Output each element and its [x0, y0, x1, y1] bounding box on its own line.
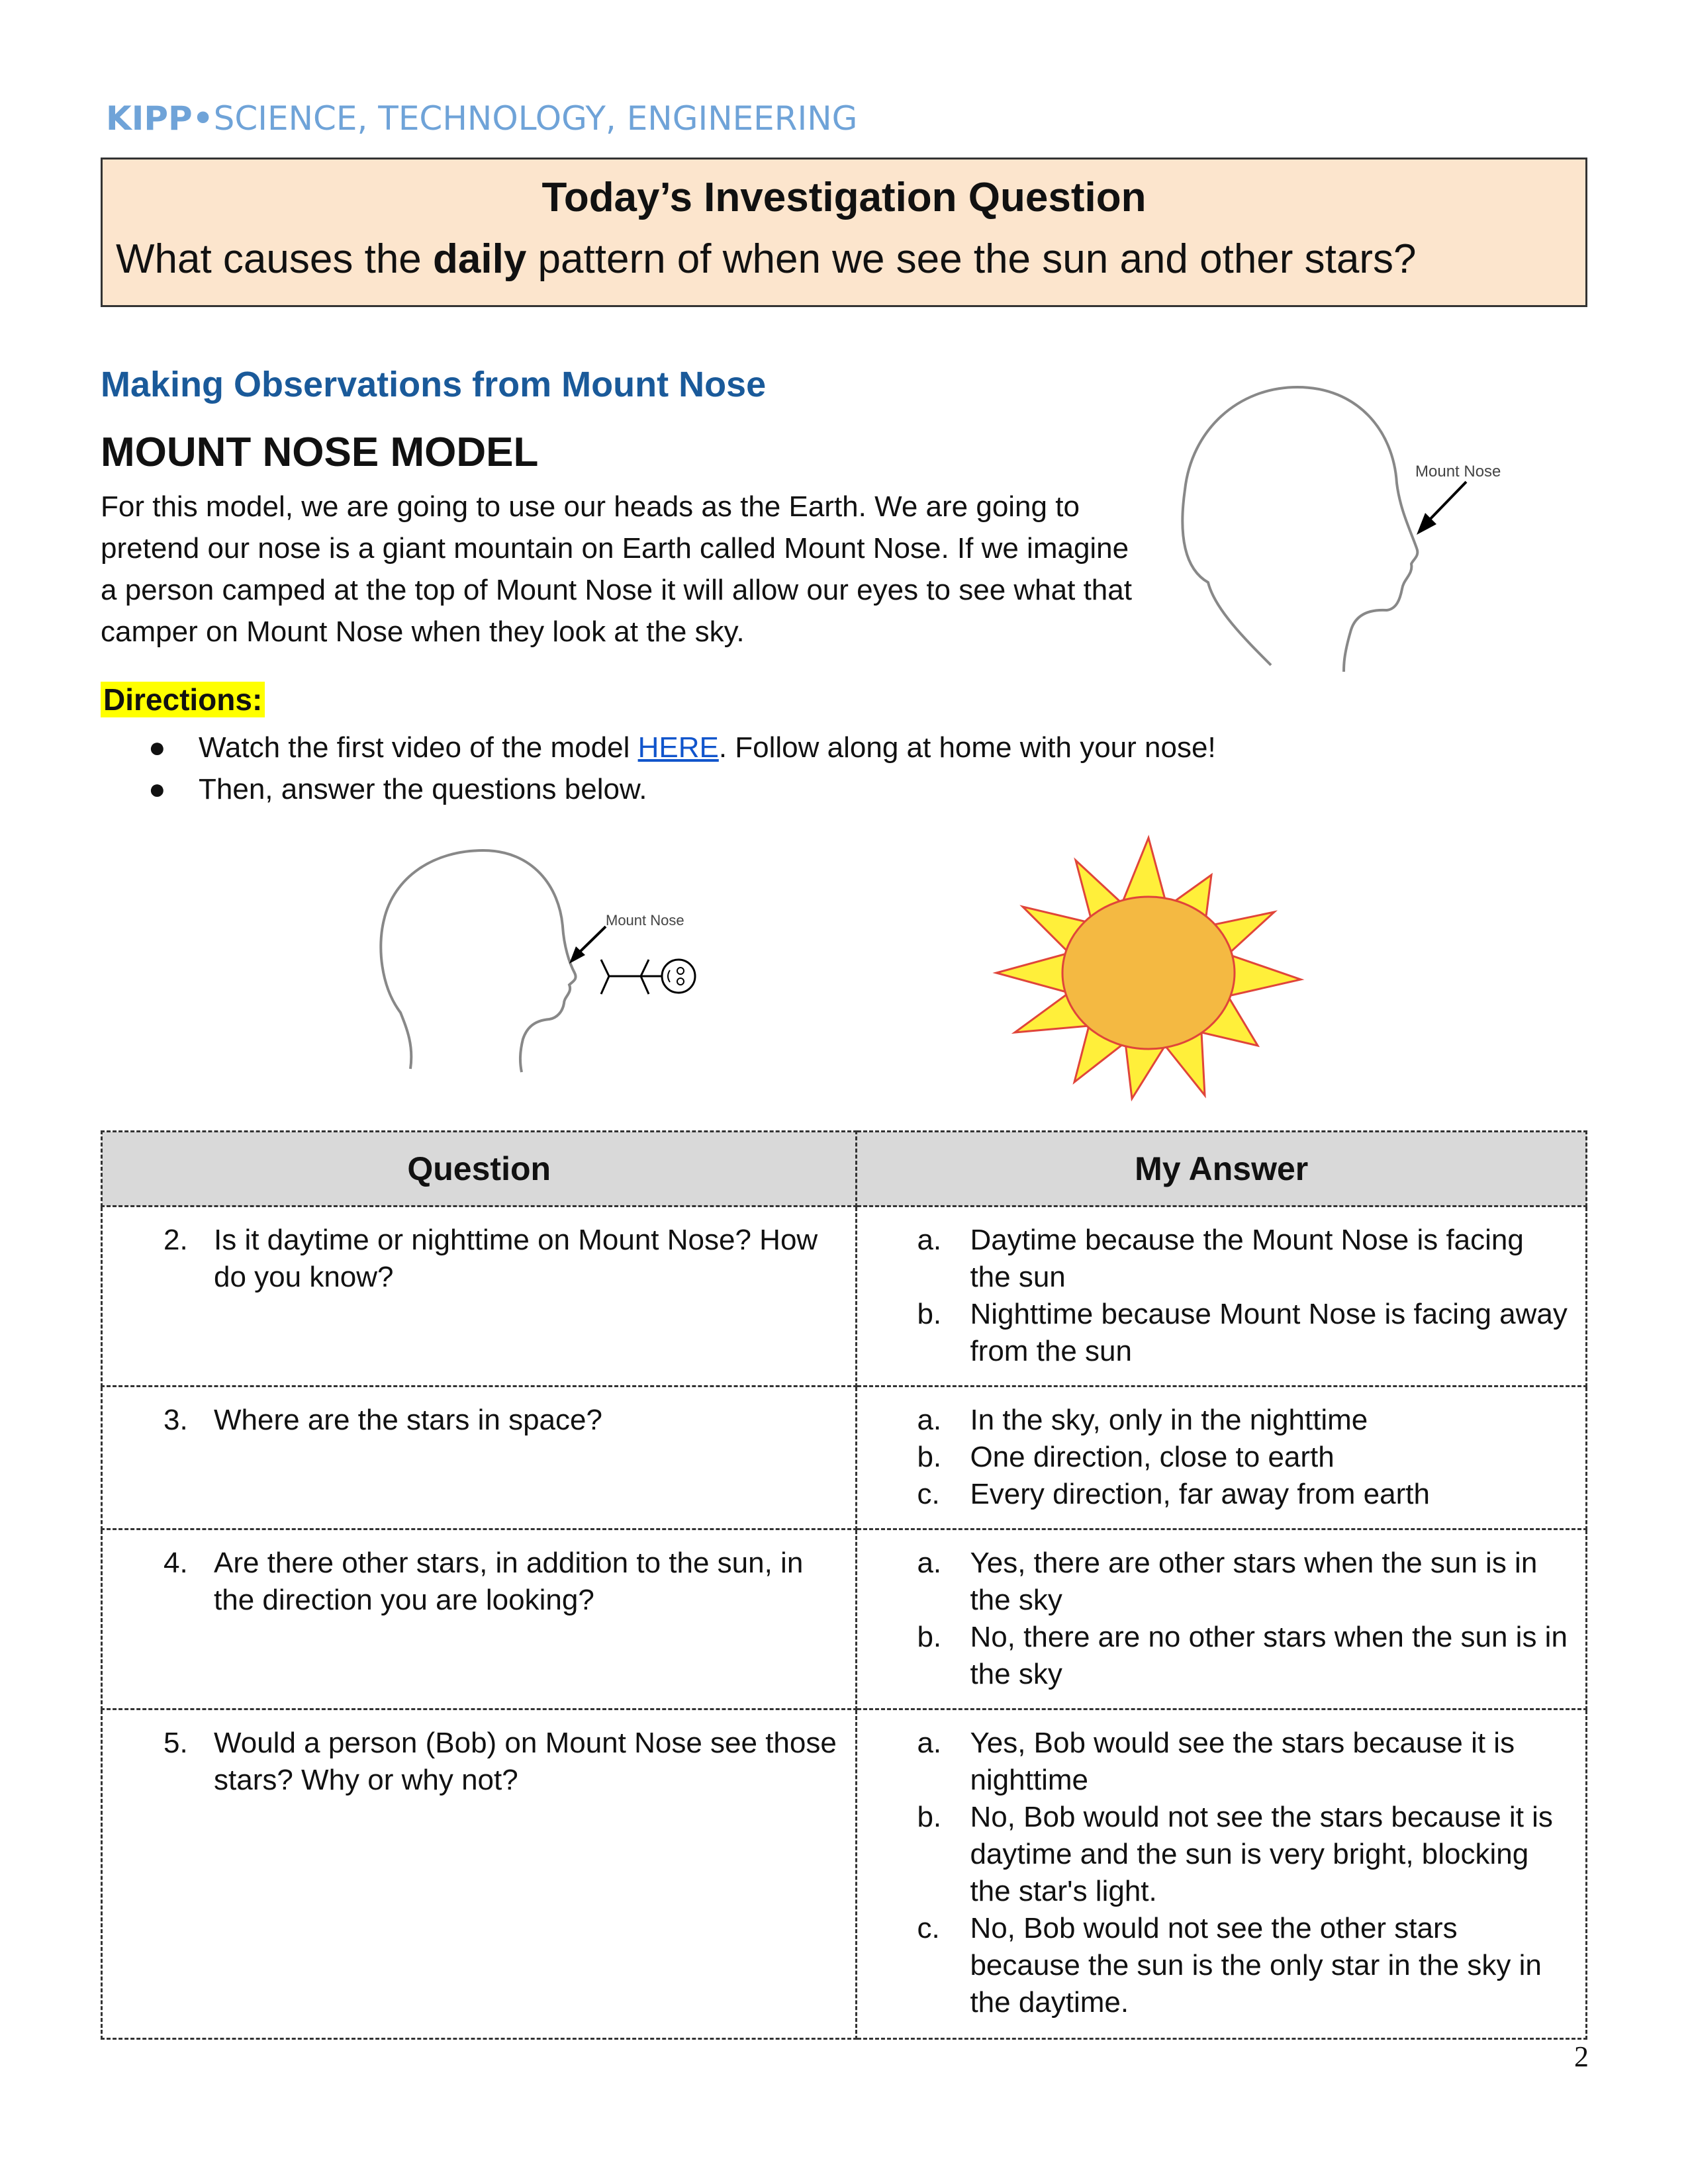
- kipp-subject: SCIENCE, TECHNOLOGY, ENGINEERING: [213, 99, 858, 138]
- option-text: Every direction, far away from earth: [970, 1478, 1430, 1510]
- option-text: Yes, Bob would see the stars because it is nighttime: [970, 1727, 1515, 1796]
- head-with-camper-figure: [371, 841, 741, 1085]
- bullet1-text-pre: Watch the first video of the model: [199, 731, 638, 764]
- question-cell: [102, 1709, 857, 2039]
- bullet1-text-post: . Follow along at home with your nose!: [718, 731, 1216, 764]
- answer-option[interactable]: [857, 1439, 1572, 1476]
- arrow-line-2: [577, 927, 606, 954]
- sun-icon: [990, 834, 1307, 1105]
- question-number: 3.: [164, 1404, 188, 1436]
- directions-list: [101, 727, 1216, 810]
- kipp-dots: •: [192, 99, 214, 138]
- answer-cell[interactable]: [857, 1709, 1587, 2039]
- directions-item-1: [101, 727, 1216, 768]
- directions-item-2: [101, 768, 1216, 810]
- question-text: Is it daytime or nighttime on Mount Nose? How do you know?: [214, 1224, 818, 1293]
- stick-figure-eye-1: [677, 968, 684, 974]
- question-cell: [102, 1206, 857, 1387]
- table-header-row: [102, 1132, 1587, 1206]
- answer-option[interactable]: [857, 1476, 1572, 1513]
- investigation-title: Today’s Investigation Question: [541, 175, 1147, 220]
- model-title: MOUNT NOSE MODEL: [101, 430, 539, 475]
- video-link[interactable]: HERE: [637, 731, 719, 764]
- answer-option[interactable]: [857, 1402, 1572, 1439]
- option-letter: b.: [917, 1441, 942, 1473]
- directions-label: Directions:: [101, 682, 265, 717]
- table-row: [102, 1206, 1587, 1387]
- head-outline: [1182, 387, 1417, 672]
- answer-cell[interactable]: [857, 1387, 1587, 1529]
- option-text: No, Bob would not see the stars because it is daytime and the sun is very bright, blocking the star's light.: [970, 1801, 1553, 1907]
- header-question: Question: [102, 1132, 857, 1206]
- option-text: No, Bob would not see the other stars because the sun is the only star in the sky in the daytime.: [970, 1912, 1542, 2019]
- option-text: Daytime because the Mount Nose is facing the sun: [970, 1224, 1524, 1293]
- table-row: [102, 1387, 1587, 1529]
- question-text-pre: What causes the: [116, 236, 434, 282]
- investigation-question-box: [101, 158, 1587, 307]
- question-text-bold: daily: [433, 236, 527, 282]
- figure-label-mid: Mount Nose: [606, 912, 684, 929]
- question-text: Where are the stars in space?: [214, 1404, 602, 1436]
- stick-figure-leg-1: [601, 960, 609, 976]
- stick-figure-leg-2: [601, 976, 609, 994]
- stick-figure-mouth: [668, 970, 670, 982]
- head-profile-figure-top: [1165, 371, 1536, 675]
- option-text: Yes, there are other stars when the sun is in the sky: [970, 1547, 1538, 1616]
- stick-figure-head: [662, 960, 695, 993]
- bullet-icon: ●: [148, 773, 166, 805]
- investigation-question: [116, 236, 1417, 283]
- option-letter: b.: [917, 1298, 942, 1330]
- option-letter: c.: [917, 1478, 940, 1510]
- question-text-post: pattern of when we see the sun and other stars?: [526, 236, 1417, 282]
- option-letter: b.: [917, 1801, 942, 1833]
- question-number: 4.: [164, 1547, 188, 1579]
- option-letter: a.: [917, 1224, 942, 1256]
- answer-option[interactable]: [857, 1296, 1572, 1370]
- question-cell: [102, 1529, 857, 1709]
- option-letter: c.: [917, 1912, 940, 1944]
- section-heading: Making Observations from Mount Nose: [101, 365, 767, 404]
- option-text: Nighttime because Mount Nose is facing away from the sun: [970, 1298, 1568, 1367]
- option-text: In the sky, only in the nighttime: [970, 1404, 1368, 1436]
- model-description: For this model, we are going to use our heads as the Earth. We are going to pretend our nose is a giant mountain on Earth called Mount Nose. If we imagine a person camped at the top of Mount Nose it will allow our eyes to see what that camper on Mount Nose when they look at the sky.: [101, 490, 1132, 648]
- question-text: Are there other stars, in addition to the sun, in the direction you are looking?: [214, 1547, 804, 1616]
- arrow-line: [1427, 482, 1466, 523]
- table-row: [102, 1709, 1587, 2039]
- stick-figure-arm-1: [641, 960, 649, 976]
- answer-option[interactable]: [857, 1222, 1572, 1296]
- answer-option[interactable]: [857, 1619, 1572, 1693]
- bullet-icon: ●: [148, 731, 166, 764]
- bullet2-text: Then, answer the questions below.: [199, 773, 647, 805]
- question-number: 2.: [164, 1224, 188, 1256]
- kipp-brand: KIPP: [106, 99, 193, 138]
- answer-option[interactable]: [857, 1545, 1572, 1619]
- question-text: Would a person (Bob) on Mount Nose see those stars? Why or why not?: [214, 1727, 837, 1796]
- answer-cell[interactable]: [857, 1206, 1587, 1387]
- page-number: 2: [1574, 2040, 1589, 2073]
- question-answer-table: [101, 1130, 1587, 2040]
- sun-core: [1062, 897, 1235, 1049]
- option-letter: a.: [917, 1547, 942, 1579]
- header-my-answer: My Answer: [857, 1132, 1587, 1206]
- option-letter: a.: [917, 1404, 942, 1436]
- answer-option[interactable]: [857, 1725, 1572, 1799]
- answer-option[interactable]: [857, 1799, 1572, 1910]
- answer-cell[interactable]: [857, 1529, 1587, 1709]
- stick-figure-arm-2: [641, 976, 649, 994]
- option-letter: a.: [917, 1727, 942, 1759]
- question-cell: [102, 1387, 857, 1529]
- stick-figure-eye-2: [677, 978, 684, 985]
- option-letter: b.: [917, 1621, 942, 1653]
- head-outline-2: [381, 850, 575, 1072]
- kipp-header: [106, 99, 857, 138]
- option-text: No, there are no other stars when the sun is in the sky: [970, 1621, 1568, 1690]
- question-number: 5.: [164, 1727, 188, 1759]
- answer-option[interactable]: [857, 1910, 1572, 2021]
- figure-label-top: Mount Nose: [1415, 463, 1501, 480]
- option-text: One direction, close to earth: [970, 1441, 1335, 1473]
- table-row: [102, 1529, 1587, 1709]
